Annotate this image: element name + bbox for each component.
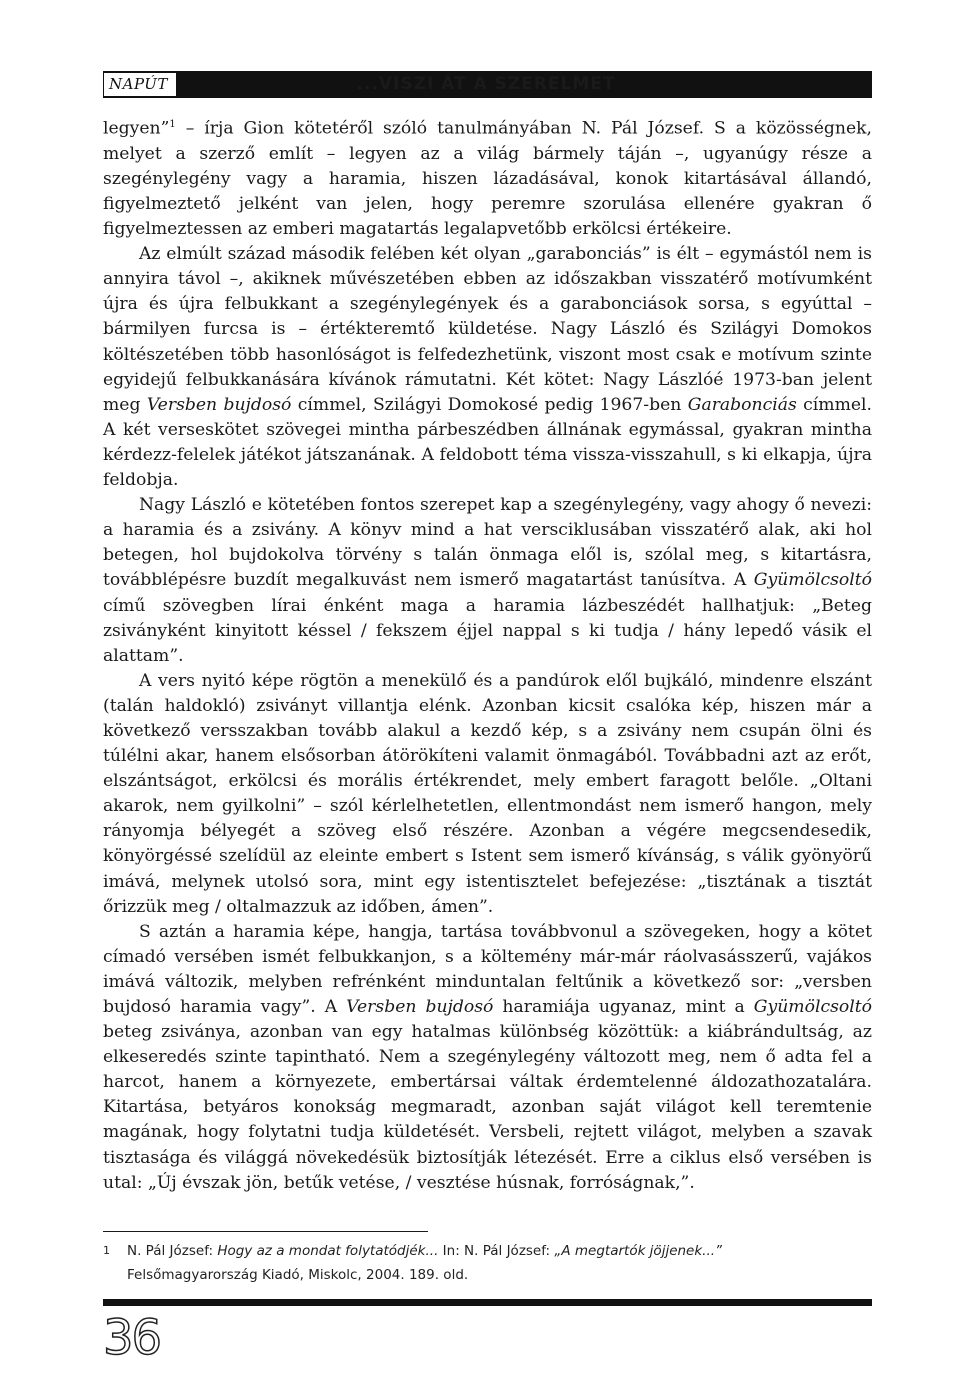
paragraph-4: A vers nyitó képe rögtön a menekülő és a pandúrok elől bujkáló, mindenre elszánt (talán haldokló) zsiványt villantja elénk. Azonban kicsit csalóka kép, hiszen már a következő versszakban tovább alakul a kezdő kép, s a zsivány nem csupán ölni és túlélni akar, hanem elsősorban átörökíteni valamit önmagából. Továbbadni azt az erőt, elszántságot, erkölcsi és morális értékrendet, mely embert faragott belőle. „Oltani akarok, nem gyilkolni” – szól kérlelhetetlen, ellentmondást nem ismerő hangon, mely rányomja bélyegét a szöveg első részére. Azonban a végére megcsendesedik, könyörgéssé szelídül az eleinte embert s Istent sem ismerő kívánság, s válik gyönyörű imává, melynek utolsó sora, mint egy istentisztelet befejezése: „tisztának a tisztát őrizzük meg / oltalmazzuk az időben, ámen”. bbox=[103, 670, 872, 917]
journal-logo: NAPÚT bbox=[104, 73, 176, 96]
poem-title: Gyümölcsoltó bbox=[753, 570, 872, 591]
page-number: 36 bbox=[103, 1310, 161, 1366]
poem-title: Gyümölcsoltó bbox=[753, 997, 872, 1018]
footnote bbox=[103, 1239, 872, 1287]
footnote-divider bbox=[103, 1231, 428, 1232]
paragraph-1: legyen”$^1$ – írja Gion kötetéről szóló tanulmányában N. Pál József. S a közösségnek, melyet a szerző említ – legyen az a világ bármely táján –, ugyanúgy része a szegénylegény vagy a haramia, hiszen lázadásával, konok kitartásával állandó, figyelmeztető jelként van jelen, hogy peremre szorulása ellenére gyakran ő figyelmeztessen az emberi magatartás legalapvetőbb erkölcsi értékeire. bbox=[103, 118, 872, 240]
footnote-marker: 1 bbox=[169, 119, 176, 130]
paragraph-2: Az elmúlt század második felében két olyan „garabonciás” is élt – egymástól nem is annyira távol –, akiknek művészetében ebben az időszakban visszatérő motívumként újra és újra felbukkant a szegénylegények és a garabonciások sorsa, s egyúttal – bármilyen furcsa is – értékteremtő küldetése. Nagy László és Szilágyi Domokos költészetében több hasonlóságot is felfedezhetünk, viszont most csak e motívum szinte egyidejű felbukkanására kívánok rámutatni. Két kötet: Nagy Lászlóé 1973-ban jelent meg Versben bujdosó címmel, Szilágyi Domokosé pedig 1967-ben Garabonciás címmel. A két verseskötet szövegei mintha párbeszédben állnának egymással, gyakran mintha kérdezz-felelek játékot játszanának. A feldobott téma vissza-visszahull, s ki elkapja, újra feldobja. bbox=[103, 244, 872, 491]
book-title: Versben bujdosó bbox=[346, 997, 494, 1018]
book-title: Garabonciás bbox=[687, 394, 797, 415]
paragraph-5: S aztán a haramia képe, hangja, tartása továbbvonul a szövegeken, hogy a kötet címadó versében ismét felbukkanjon, s a költemény már-már ráolvasásszerű, vajákos imává változik, melyben refrénként minduntalan feltűnik a következő sor: „versben bujdosó haramia vagy”. A Versben bujdosó haramiája ugyanaz, mint a Gyümölcsoltó beteg zsiványa, azonban van egy hatalmas különbség közöttük: a kiábrándultság, az elkeseredés szinte tapintható. Nem a szegénylegény változott meg, nem ő adta fel a harcot, hanem a környezete, embertársai váltak érdemtelenné áldozathozatalára. Kitartása, betyáros konokság megmaradt, azonban saját világot kell teremtenie magának, hogy folytatni tudja küldetését. Versbeli, rejtett világot, melyben a szavak tisztasága és világgá növekedésük biztosítják létezését. Erre a ciklus első versében is utal: „Új évszak jön, betűk vetése, / vesztése húsnak, forróságnak,”. bbox=[103, 921, 872, 1193]
running-title: ...VISZI ÁT A SZERELMET bbox=[356, 74, 616, 94]
article-body bbox=[103, 112, 872, 1196]
book-title: Versben bujdosó bbox=[146, 394, 292, 415]
paragraph-3: Nagy László e kötetében fontos szerepet kap a szegénylegény, vagy ahogy ő nevezi: a haramia és a zsivány. A könyv mind a hat versciklusában visszatérő alak, aki hol betegen, hol bujdokolva törvény s talán önmaga elől is, szólal meg, s kitartásra, továbblépésre buzdít megalkuvást nem ismerő magatartást tanúsítva. A Gyümölcsoltó című szövegben lírai énként maga a haramia lázbeszédét hallhatjuk: „Beteg zsiványként kinyitott késsel / fekszem éjjel nappal s ki tudja / hány lepedő vásik el alattam”. bbox=[103, 495, 872, 666]
bottom-rule bbox=[103, 1299, 872, 1306]
footnote-text: N. Pál József: Hogy az a mondat folytatódjék... In: N. Pál József: „A megtartók jöjjenek...” Felsőmagyarország Kiadó, Miskolc, 2004. 189. old. bbox=[127, 1243, 723, 1283]
footnote-number: 1 bbox=[103, 1244, 110, 1257]
